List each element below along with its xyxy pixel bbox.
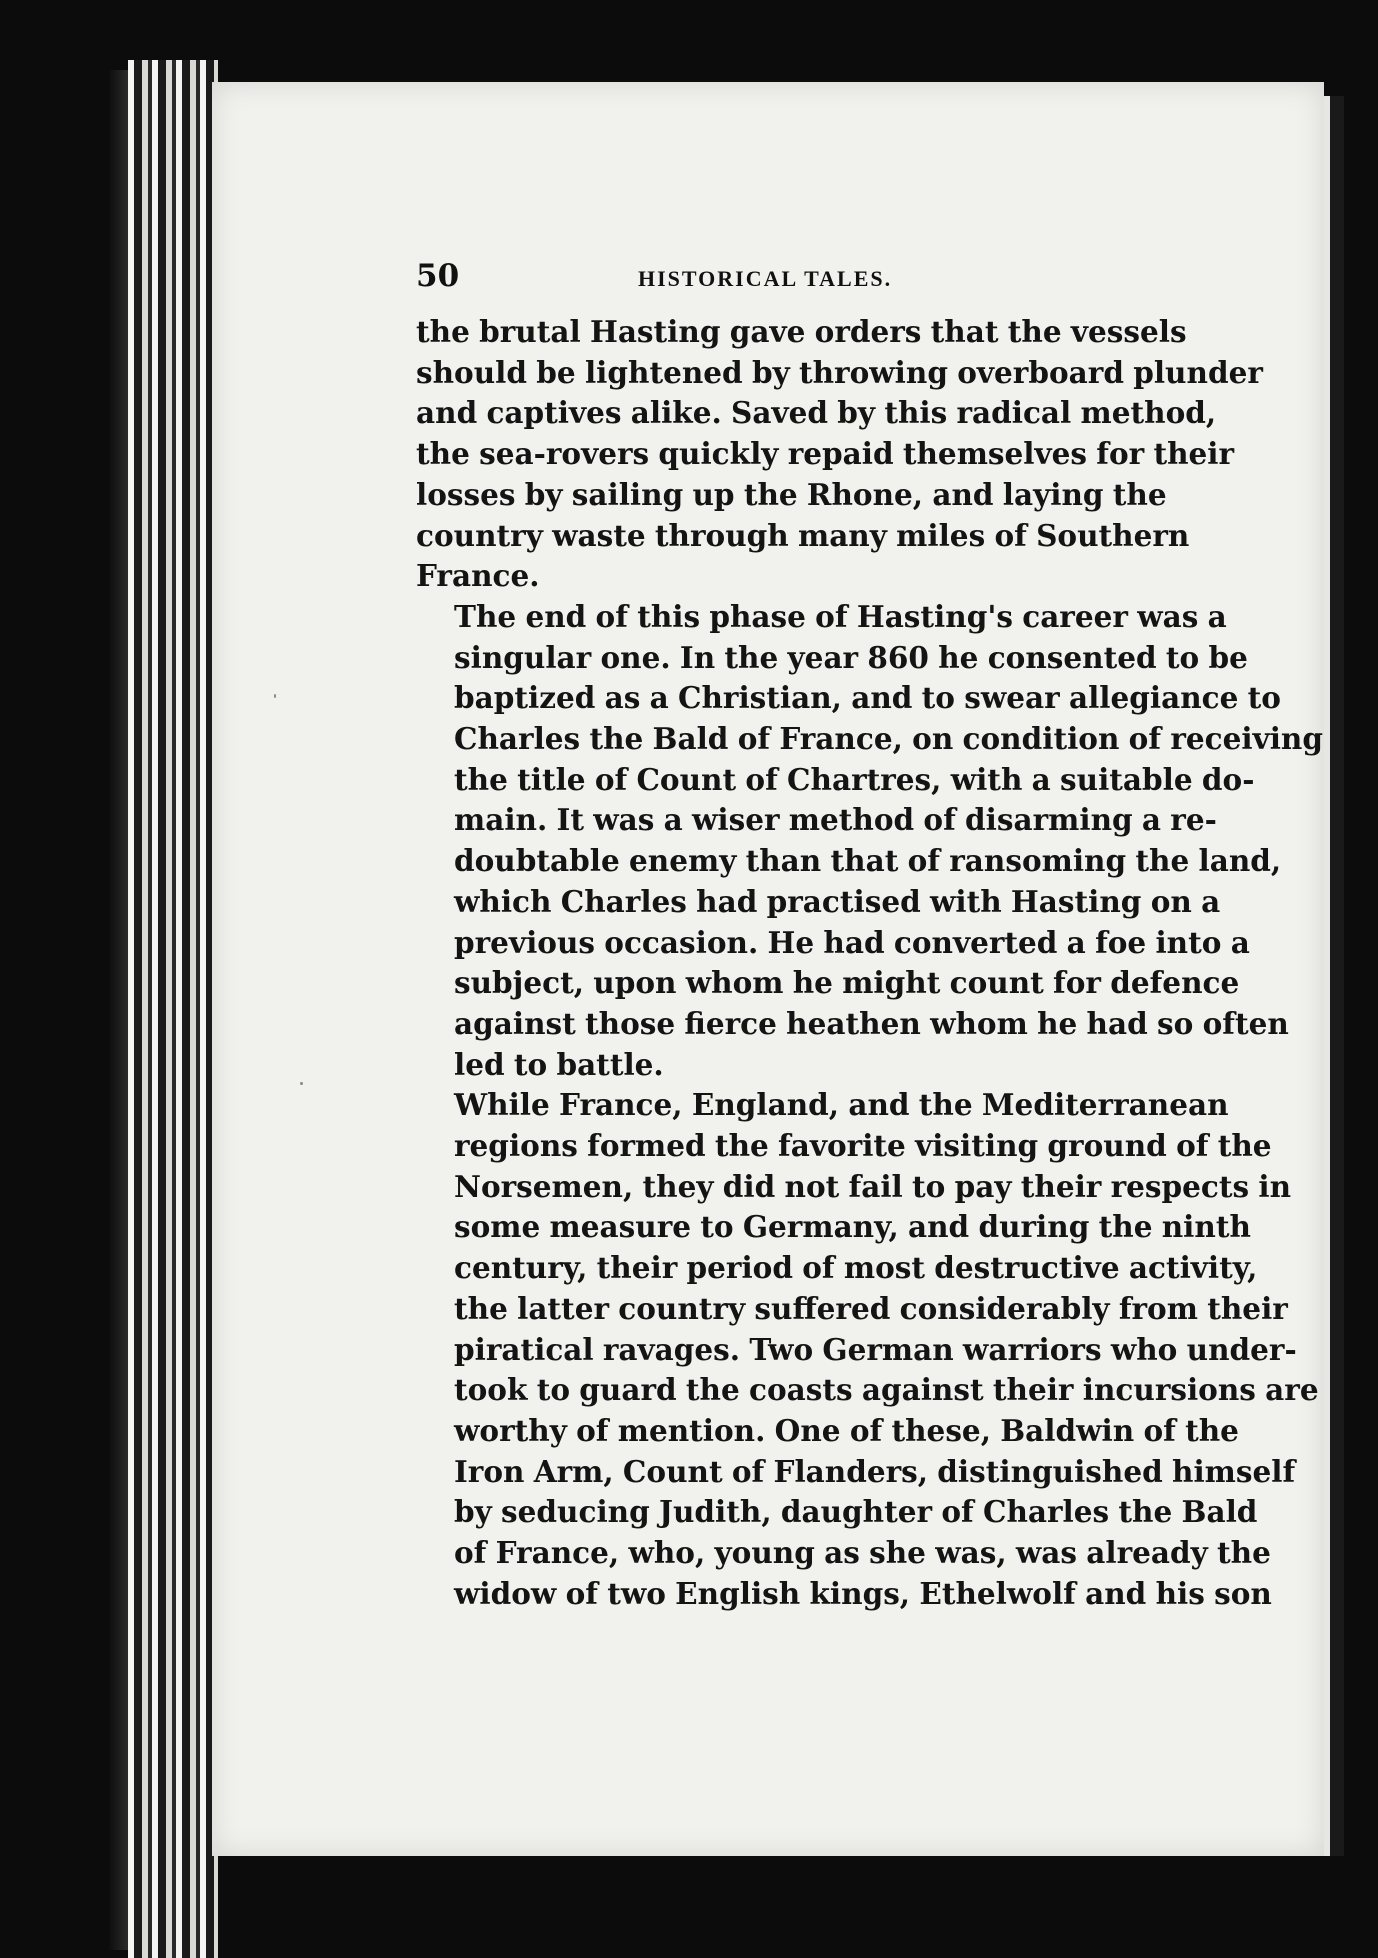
text-line: main. It was a wiser method of disarming a re- (454, 802, 1217, 838)
book-page (212, 82, 1324, 1856)
text-line: of France, who, young as she was, was already the (454, 1535, 1271, 1571)
text-line: Charles the Bald of France, on condition of receiving (454, 721, 1323, 757)
text-line: piratical ravages. Two German warriors who under- (454, 1331, 1297, 1367)
text-line: While France, England, and the Mediterranean (454, 1087, 1229, 1123)
text-line: should be lightened by throwing overboard plunder (416, 354, 1263, 390)
text-line: The end of this phase of Hasting's career was a (454, 598, 1227, 634)
text-line: and captives alike. Saved by this radical method, (416, 395, 1217, 431)
text-line: regions formed the favorite visiting ground of the (454, 1128, 1272, 1164)
text-line: widow of two English kings, Ethelwolf and his son (454, 1575, 1272, 1611)
page-number: 50 (416, 258, 460, 294)
paragraph (416, 1085, 1319, 1614)
text-line: took to guard the coasts against their incursions are (454, 1372, 1319, 1408)
text-line: baptized as a Christian, and to swear allegiance to (454, 680, 1281, 716)
text-line: Iron Arm, Count of Flanders, distinguished himself (454, 1453, 1296, 1489)
text-line: the brutal Hasting gave orders that the vessels (416, 314, 1187, 349)
text-line: century, their period of most destructive activity, (454, 1250, 1258, 1286)
text-line: previous occasion. He had converted a foe into a (454, 924, 1250, 960)
text-line: subject, upon whom he might count for defence (454, 965, 1240, 1001)
text-line: doubtable enemy than that of ransoming the land, (454, 843, 1282, 879)
text-line: against those fierce heathen whom he had so often (454, 1005, 1289, 1041)
text-line: losses by sailing up the Rhone, and laying the (416, 476, 1167, 512)
paper-speck (300, 1082, 303, 1085)
text-line: some measure to Germany, and during the ninth (454, 1209, 1251, 1245)
text-line: France. (416, 558, 540, 594)
text-block (416, 258, 1323, 1615)
running-title: HISTORICAL TALES. (638, 266, 893, 291)
paper-speck (274, 694, 276, 698)
paragraph (416, 312, 1263, 597)
text-line: worthy of mention. One of these, Baldwin of the (454, 1412, 1239, 1448)
text-line: country waste through many miles of Southern (416, 517, 1190, 553)
running-head (416, 258, 1116, 306)
text-line: which Charles had practised with Hasting on a (454, 883, 1221, 919)
paragraph (416, 597, 1323, 1085)
text-line: the title of Count of Chartres, with a suitable do- (454, 761, 1255, 797)
text-line: by seducing Judith, daughter of Charles the Bald (454, 1494, 1258, 1530)
text-line: the sea-rovers quickly repaid themselves for their (416, 436, 1235, 472)
page-edges-left (128, 60, 218, 1958)
body-text (416, 312, 1323, 1615)
text-line: Norsemen, they did not fail to pay their respects in (454, 1168, 1292, 1204)
text-line: led to battle. (454, 1046, 664, 1082)
text-line: the latter country suffered considerably from their (454, 1290, 1288, 1326)
text-line: singular one. In the year 860 he consented to be (454, 639, 1248, 675)
